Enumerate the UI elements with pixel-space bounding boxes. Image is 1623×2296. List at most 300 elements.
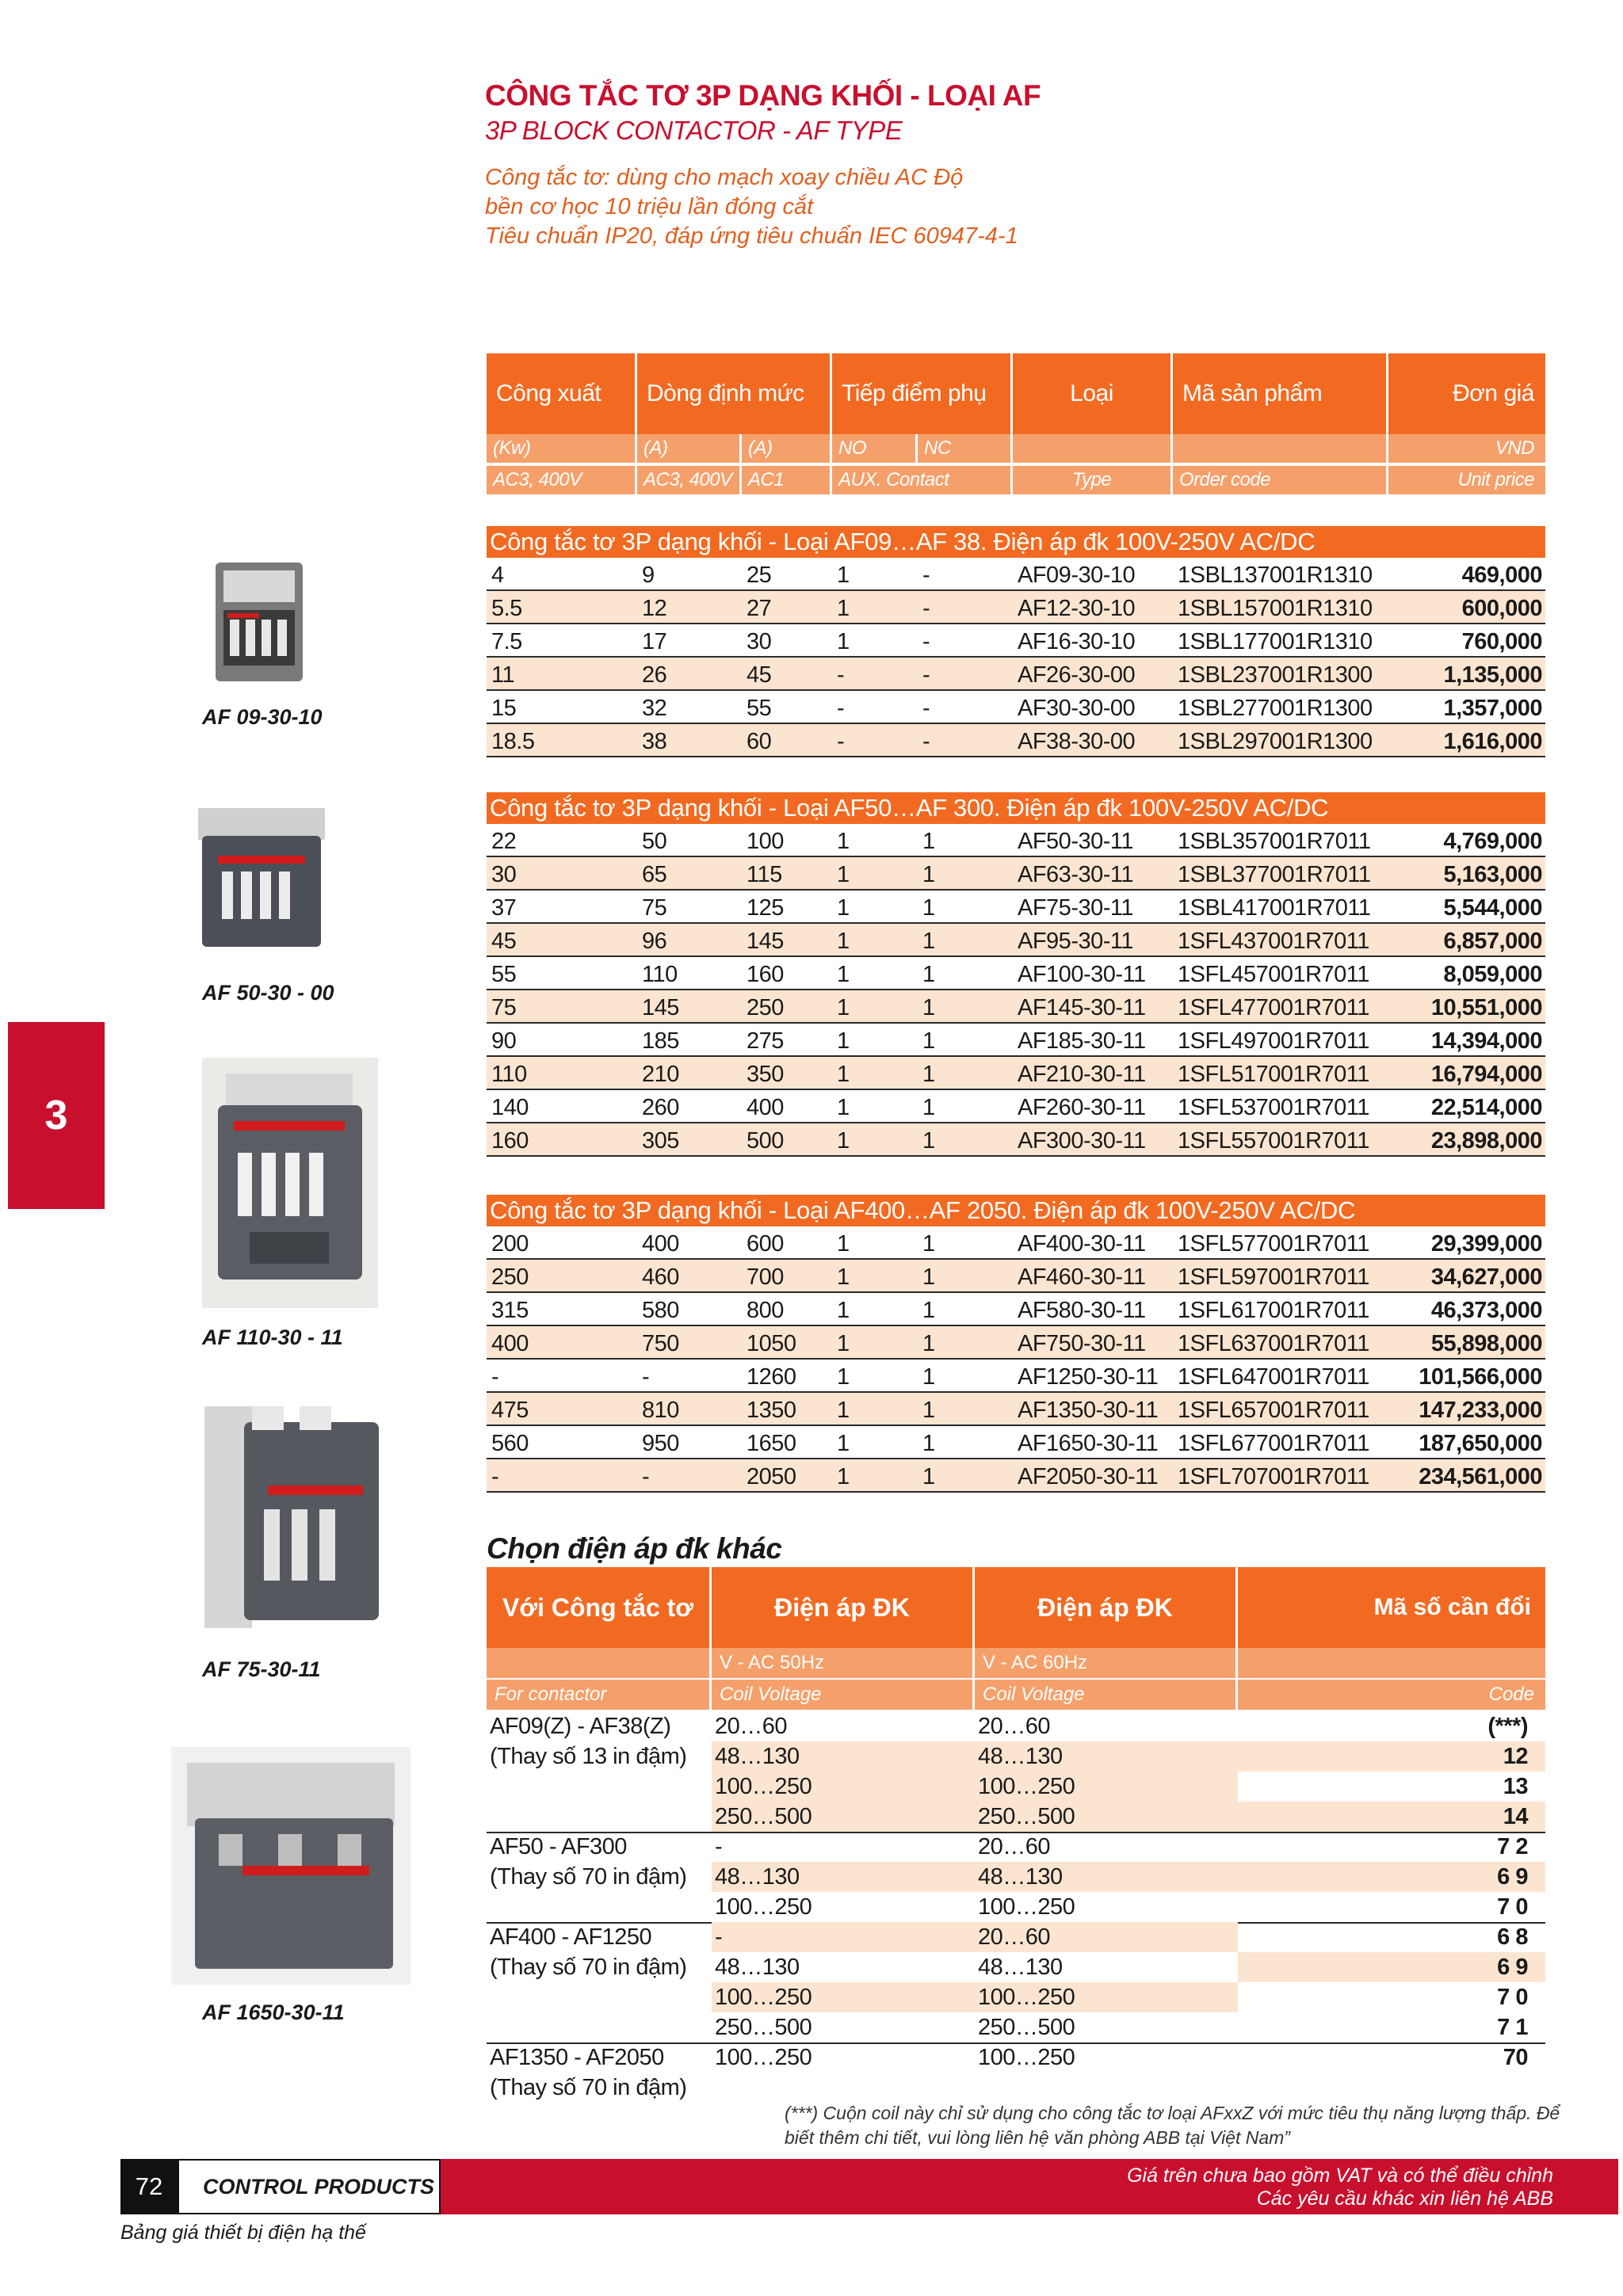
table-row: [487, 990, 1545, 1024]
table-cell: -: [922, 696, 930, 721]
table-cell: -: [837, 729, 845, 754]
table-row: [487, 1260, 1545, 1293]
table-cell: 17: [642, 629, 667, 654]
photo-caption: AF 50-30 - 00: [202, 981, 334, 1005]
table-cell: 32: [642, 696, 667, 721]
voltage-row: [487, 1922, 1545, 1952]
table-cell: -: [922, 729, 930, 754]
voltage-cell: (Thay số 70 in đậm): [490, 2075, 687, 2100]
section-title: Công tắc tơ 3P dạng khối - Loại AF09…AF 38. Điện áp đk 100V-250V AC/DC: [487, 526, 1545, 558]
table-row: [487, 591, 1545, 624]
table-cell: 160: [747, 962, 784, 987]
table-cell: AF16-30-10: [1018, 629, 1136, 654]
header-type: Loại: [1013, 353, 1173, 434]
table-cell: 1: [922, 1128, 935, 1154]
voltage-cell: 20…60: [975, 1922, 1238, 1952]
table-cell: 125: [747, 895, 784, 921]
table-cell: 315: [491, 1298, 529, 1323]
voltage-cell: -: [712, 1922, 975, 1952]
price-cell: 14,394,000: [1430, 1028, 1542, 1054]
table-row: [487, 1459, 1545, 1493]
table-cell: 400: [642, 1231, 679, 1257]
table-cell: 11: [491, 662, 515, 688]
voltage-cell: [487, 1772, 712, 1802]
table-cell: 1SFL597001R7011: [1178, 1264, 1369, 1290]
price-table-notes: [487, 466, 1545, 494]
page-title: CÔNG TẮC TƠ 3P DẠNG KHỐI - LOẠI AF: [485, 79, 1041, 112]
note-cell: Order code: [1173, 466, 1388, 494]
price-cell: 5,163,000: [1443, 862, 1542, 887]
table-cell: -: [922, 629, 930, 654]
table-row: [487, 1090, 1545, 1123]
table-cell: AF145-30-11: [1018, 995, 1146, 1020]
note-cell: AUX. Contact: [832, 466, 1013, 494]
voltage-cell: 20…60: [715, 1714, 788, 1739]
table-cell: 160: [491, 1128, 529, 1154]
footer-caption: Bảng giá thiết bị điện hạ thế: [120, 2222, 366, 2244]
table-cell: AF1350-30-11: [1018, 1398, 1159, 1423]
table-cell: 1: [837, 563, 850, 588]
table-cell: AF75-30-11: [1018, 895, 1133, 921]
price-cell: 760,000: [1461, 629, 1542, 654]
code-cell: 6 9: [1238, 1862, 1545, 1892]
table-row: [487, 1393, 1545, 1426]
table-cell: 1SFL637001R7011: [1178, 1331, 1369, 1356]
table-cell: 4: [491, 563, 504, 588]
note-cell: Type: [1013, 466, 1173, 494]
voltage-row: [487, 1772, 1545, 1802]
table-cell: 1: [837, 1264, 850, 1290]
table-cell: 1: [837, 1128, 850, 1154]
table-cell: 1SFL537001R7011: [1178, 1095, 1369, 1120]
unit-cell: (A): [637, 434, 742, 463]
table-cell: 1SBL237001R1300: [1178, 662, 1373, 688]
table-row: [487, 1123, 1545, 1157]
header-voltage-60hz: Điện áp ĐK: [975, 1567, 1238, 1648]
table-cell: 1: [922, 1364, 935, 1390]
table-cell: 27: [747, 596, 772, 621]
table-cell: 700: [747, 1264, 784, 1290]
coil-voltage-header: [487, 1567, 1545, 1648]
table-cell: 185: [642, 1028, 679, 1054]
table-cell: 1SFL457001R7011: [1178, 962, 1369, 987]
table-row: [487, 891, 1545, 924]
table-cell: 1: [837, 1095, 850, 1120]
unit-cell: NO: [832, 434, 918, 463]
table-cell: 1: [922, 895, 935, 921]
unit-cell: VND: [1495, 437, 1534, 459]
product-photo-af110: [202, 1058, 378, 1308]
table-cell: 30: [491, 862, 517, 887]
table-cell: 18.5: [491, 729, 535, 754]
table-row: [487, 1226, 1545, 1260]
code-cell: 7 0: [1497, 1985, 1528, 2010]
voltage-cell: 100…250: [978, 2045, 1075, 2070]
price-table-header: [487, 353, 1545, 434]
table-cell: AF300-30-11: [1018, 1128, 1146, 1154]
sub-cell: V - AC 60Hz: [975, 1648, 1238, 1678]
table-cell: 22: [491, 829, 517, 854]
voltage-cell: 100…250: [978, 1894, 1075, 1920]
table-cell: 75: [491, 995, 517, 1020]
voltage-cell: 250…500: [712, 1802, 975, 1832]
unit-cell: [1173, 434, 1388, 463]
table-row: [487, 1024, 1545, 1057]
table-cell: -: [491, 1464, 499, 1489]
voltage-row: [487, 1892, 1545, 1924]
section-title: Công tắc tơ 3P dạng khối - Loại AF400…AF 2050. Điện áp đk 100V-250V AC/DC: [487, 1195, 1545, 1226]
price-cell: 46,373,000: [1430, 1298, 1542, 1323]
table-cell: 5.5: [491, 596, 522, 621]
table-cell: 1SFL617001R7011: [1178, 1298, 1369, 1323]
table-cell: 1: [922, 862, 935, 887]
voltage-cell: (Thay số 13 in đậm): [490, 1744, 687, 1769]
table-cell: 1SBL277001R1300: [1178, 696, 1373, 721]
table-cell: 1: [922, 929, 935, 954]
table-row: [487, 624, 1545, 658]
sub-cell: V - AC 50Hz: [712, 1648, 975, 1678]
table-cell: 1: [837, 1298, 850, 1323]
table-cell: 210: [642, 1062, 679, 1087]
table-cell: 1SFL437001R7011: [1178, 929, 1369, 954]
product-photo-af1650: [171, 1747, 411, 1985]
table-cell: 500: [747, 1128, 784, 1154]
code-cell: 6 8: [1497, 1924, 1528, 1950]
table-cell: 1SBL157001R1310: [1178, 596, 1373, 621]
code-cell: 7 1: [1497, 2015, 1528, 2040]
footer-section: CONTROL PRODUCTS: [178, 2159, 441, 2214]
table-cell: AF30-30-00: [1018, 696, 1136, 721]
table-cell: 45: [491, 929, 517, 954]
table-cell: 110: [642, 962, 678, 987]
unit-cell: (A): [742, 434, 832, 463]
table-cell: 250: [491, 1264, 529, 1290]
price-cell: 234,561,000: [1419, 1464, 1542, 1489]
voltage-cell: [487, 1982, 712, 2012]
voltage-cell: [487, 2012, 712, 2042]
table-cell: -: [922, 596, 930, 621]
header-voltage-50hz: Điện áp ĐK: [712, 1567, 975, 1648]
code-cell: (***): [1487, 1714, 1528, 1739]
photo-caption: AF 09-30-10: [202, 705, 323, 729]
table-cell: 1: [837, 962, 850, 987]
product-photo-af50: [190, 800, 333, 959]
price-cell: 101,566,000: [1419, 1364, 1542, 1390]
price-cell: 4,769,000: [1443, 829, 1542, 854]
table-cell: 1: [922, 1028, 935, 1054]
table-cell: 1: [922, 1062, 935, 1087]
sub-cell: Coil Voltage: [712, 1680, 975, 1710]
code-cell: 7 2: [1497, 1834, 1528, 1859]
table-cell: -: [642, 1364, 650, 1390]
voltage-cell: 100…250: [975, 1982, 1238, 2012]
table-row: [487, 1293, 1545, 1326]
product-photo-af09: [200, 555, 319, 689]
table-cell: AF63-30-11: [1018, 862, 1133, 887]
table-cell: 260: [642, 1095, 679, 1120]
header-contactor: Với Công tắc tơ: [487, 1567, 712, 1648]
code-cell: 12: [1238, 1741, 1545, 1772]
voltage-cell: AF09(Z) - AF38(Z): [490, 1714, 671, 1739]
note-cell: Unit price: [1457, 469, 1534, 490]
voltage-cell: 100…250: [975, 1772, 1238, 1802]
voltage-cell: 100…250: [715, 2045, 812, 2070]
code-cell: 14: [1238, 1802, 1545, 1832]
table-row: [487, 558, 1545, 591]
table-cell: AF1650-30-11: [1018, 1431, 1159, 1456]
sub-cell: Code: [1488, 1684, 1534, 1705]
table-cell: -: [837, 696, 845, 721]
photo-caption: AF 1650-30-11: [202, 2000, 345, 2024]
table-cell: AF95-30-11: [1018, 929, 1133, 954]
price-cell: 16,794,000: [1430, 1062, 1542, 1087]
price-cell: 55,898,000: [1430, 1331, 1542, 1356]
table-row: [487, 691, 1545, 724]
table-cell: 1: [922, 1095, 935, 1120]
code-cell: 13: [1503, 1774, 1528, 1799]
table-cell: 1: [922, 1431, 935, 1456]
table-cell: AF26-30-00: [1018, 662, 1136, 688]
footnote: (***) Cuộn coil này chỉ sử dụng cho công tắc tơ loại AFxxZ với mức tiêu thụ năng lượng thấp. Để biết thêm chi tiết, vui lòng liên hệ văn phòng ABB tại Việt Nam”: [785, 2103, 1560, 2148]
table-cell: 1SBL177001R1310: [1178, 629, 1373, 654]
table-cell: 810: [642, 1398, 679, 1423]
price-cell: 34,627,000: [1430, 1264, 1542, 1290]
price-cell: 5,544,000: [1443, 895, 1542, 921]
table-cell: 600: [747, 1231, 784, 1257]
photo-caption: AF 75-30-11: [202, 1657, 321, 1681]
table-cell: 475: [491, 1398, 529, 1423]
table-row: [487, 1426, 1545, 1459]
table-cell: 200: [491, 1231, 529, 1257]
table-cell: 350: [747, 1062, 784, 1087]
table-cell: 1SFL497001R7011: [1178, 1028, 1369, 1054]
footer-notice-line: Các yêu cầu khác xin liên hệ ABB: [1256, 2187, 1553, 2210]
table-cell: 37: [491, 895, 517, 921]
voltage-cell: AF400 - AF1250: [490, 1924, 652, 1950]
voltage-row: [487, 1741, 1545, 1772]
table-cell: -: [922, 662, 930, 688]
page-number: 72: [120, 2159, 178, 2214]
table-cell: 145: [747, 929, 784, 954]
description-line: bền cơ học 10 triệu lần đóng cắt: [485, 194, 814, 219]
table-cell: 1: [837, 995, 850, 1020]
coil-voltage-sub1: [487, 1648, 1545, 1678]
unit-cell: NC: [918, 434, 1013, 463]
product-photo-af75: [197, 1406, 387, 1636]
table-cell: 60: [747, 729, 772, 754]
price-cell: 1,616,000: [1443, 729, 1542, 754]
price-cell: 1,357,000: [1443, 696, 1542, 721]
table-cell: AF210-30-11: [1018, 1062, 1146, 1087]
voltage-row: [487, 1952, 1545, 1982]
table-cell: AF1250-30-11: [1018, 1364, 1159, 1390]
sub-cell: For contactor: [487, 1680, 712, 1710]
table-cell: 115: [747, 862, 782, 887]
voltage-row: [487, 2042, 1545, 2073]
voltage-cell: [712, 2073, 975, 2103]
table-cell: 1SFL477001R7011: [1178, 995, 1369, 1020]
table-cell: 26: [642, 662, 667, 688]
table-cell: 30: [747, 629, 772, 654]
table-row: [487, 857, 1545, 891]
table-cell: 1: [837, 1331, 850, 1356]
voltage-cell: 100…250: [715, 1894, 812, 1920]
header-aux-contact: Tiếp điểm phụ: [832, 353, 1013, 434]
table-cell: 1: [837, 596, 850, 621]
header-order-code: Mã sản phẩm: [1173, 353, 1388, 434]
table-cell: 1: [837, 1062, 850, 1087]
table-cell: 1SFL577001R7011: [1178, 1231, 1369, 1257]
voltage-cell: 48…130: [975, 1862, 1238, 1892]
price-cell: 469,000: [1461, 563, 1542, 588]
table-cell: 110: [491, 1062, 527, 1087]
table-row: [487, 658, 1545, 691]
price-cell: 187,650,000: [1419, 1431, 1542, 1456]
table-row: [487, 1360, 1545, 1393]
sub-cell: [487, 1648, 712, 1678]
header-price: Đơn giá: [1453, 380, 1534, 406]
table-cell: 400: [491, 1331, 529, 1356]
table-row: [487, 1326, 1545, 1360]
table-cell: 1: [922, 1264, 935, 1290]
table-cell: 1: [922, 1464, 935, 1489]
code-cell: 7 0: [1497, 1894, 1528, 1920]
table-cell: AF100-30-11: [1018, 962, 1146, 987]
price-cell: 22,514,000: [1430, 1095, 1542, 1120]
sub-cell: Coil Voltage: [975, 1680, 1238, 1710]
code-cell: [1238, 2073, 1545, 2103]
price-cell: 29,399,000: [1430, 1231, 1542, 1257]
voltage-cell: [975, 2073, 1238, 2103]
table-cell: 1: [837, 829, 850, 854]
table-cell: 250: [747, 995, 784, 1020]
voltage-cell: 100…250: [712, 1772, 975, 1802]
table-cell: 1SBL137001R1310: [1178, 563, 1373, 588]
table-cell: 100: [747, 829, 784, 854]
voltage-row: [487, 2012, 1545, 2044]
table-cell: 38: [642, 729, 667, 754]
table-row: [487, 924, 1545, 957]
voltage-cell: [487, 1892, 712, 1922]
table-cell: 750: [642, 1331, 679, 1356]
table-cell: 1: [837, 929, 850, 954]
table-row: [487, 957, 1545, 990]
table-cell: 1: [922, 829, 935, 854]
table-cell: 25: [747, 563, 772, 588]
code-cell: 6 9: [1238, 1952, 1545, 1982]
table-cell: 400: [747, 1095, 784, 1120]
unit-cell: [1013, 434, 1173, 463]
voltage-cell: 48…130: [712, 1862, 975, 1892]
table-cell: 65: [642, 862, 667, 887]
voltage-cell: 48…130: [975, 1741, 1238, 1772]
table-cell: 1: [837, 1028, 850, 1054]
footer-notice: [951, 2164, 1553, 2210]
table-cell: 800: [747, 1298, 784, 1323]
table-cell: 1SFL657001R7011: [1178, 1398, 1369, 1423]
table-cell: AF185-30-11: [1018, 1028, 1146, 1054]
price-table-units: [487, 434, 1545, 463]
table-cell: 1SBL357001R7011: [1178, 829, 1371, 854]
table-cell: -: [922, 563, 930, 588]
coil-voltage-sub2: [487, 1680, 1545, 1710]
table-cell: 275: [747, 1028, 784, 1054]
table-cell: 1: [922, 1331, 935, 1356]
table-cell: 45: [747, 662, 772, 688]
table-cell: 1350: [747, 1398, 796, 1423]
description-line: Tiêu chuẩn IP20, đáp ứng tiêu chuẩn IEC 60947-4-1: [485, 223, 1018, 249]
voltage-cell: 250…500: [978, 2015, 1075, 2040]
voltage-row: [487, 1862, 1545, 1892]
price-cell: 23,898,000: [1430, 1128, 1542, 1154]
table-cell: AF38-30-00: [1018, 729, 1136, 754]
table-cell: 96: [642, 929, 667, 954]
table-cell: AF12-30-10: [1018, 596, 1136, 621]
table-cell: 75: [642, 895, 667, 921]
table-cell: 1SFL647001R7011: [1178, 1364, 1369, 1390]
header-power: Công xuất: [487, 353, 637, 434]
table-cell: 1: [837, 629, 850, 654]
table-cell: 9: [642, 563, 655, 588]
table-cell: -: [837, 662, 845, 688]
table-cell: 1: [837, 895, 850, 921]
table-cell: AF750-30-11: [1018, 1331, 1146, 1356]
table-cell: 140: [491, 1095, 529, 1120]
table-cell: 1: [837, 1364, 850, 1390]
unit-cell: (Kw): [487, 434, 637, 463]
table-cell: 1650: [747, 1431, 796, 1456]
table-cell: 145: [642, 995, 679, 1020]
table-cell: 1: [922, 995, 935, 1020]
table-cell: 1SBL297001R1300: [1178, 729, 1373, 754]
table-cell: AF2050-30-11: [1018, 1464, 1159, 1489]
table-cell: AF260-30-11: [1018, 1095, 1146, 1120]
table-cell: AF400-30-11: [1018, 1231, 1146, 1257]
table-cell: 90: [491, 1028, 517, 1054]
table-cell: 1: [837, 862, 850, 887]
table-cell: 1SFL677001R7011: [1178, 1431, 1369, 1456]
section-title: Công tắc tơ 3P dạng khối - Loại AF50…AF 300. Điện áp đk 100V-250V AC/DC: [487, 792, 1545, 824]
table-row: [487, 724, 1545, 757]
table-cell: 1: [837, 1231, 850, 1257]
table-cell: -: [642, 1464, 650, 1489]
table-cell: 7.5: [491, 629, 522, 654]
voltage-cell: 20…60: [978, 1714, 1051, 1739]
footer-notice-line: Giá trên chưa bao gồm VAT và có thể điều chỉnh: [1127, 2164, 1553, 2187]
coil-voltage-heading: Chọn điện áp đk khác: [487, 1532, 782, 1565]
table-cell: 55: [747, 696, 772, 721]
voltage-row: [487, 2073, 1545, 2103]
photo-caption: AF 110-30 - 11: [202, 1325, 343, 1349]
price-cell: 8,059,000: [1443, 962, 1542, 987]
table-row: [487, 1057, 1545, 1090]
voltage-cell: 20…60: [978, 1834, 1051, 1859]
note-cell: AC3, 400V: [487, 466, 637, 494]
table-cell: AF50-30-11: [1018, 829, 1133, 854]
table-cell: 1SBL417001R7011: [1178, 895, 1371, 921]
page-subtitle: 3P BLOCK CONTACTOR - AF TYPE: [485, 116, 903, 145]
table-row: [487, 824, 1545, 857]
table-cell: 1050: [747, 1331, 796, 1356]
table-cell: 580: [642, 1298, 679, 1323]
voltage-cell: 250…500: [975, 1802, 1238, 1832]
price-cell: 6,857,000: [1443, 929, 1542, 954]
table-cell: 560: [491, 1431, 529, 1456]
table-cell: 305: [642, 1128, 679, 1154]
price-cell: 1,135,000: [1443, 662, 1542, 688]
note-cell: AC1: [742, 466, 832, 494]
table-cell: 1: [837, 1431, 850, 1456]
